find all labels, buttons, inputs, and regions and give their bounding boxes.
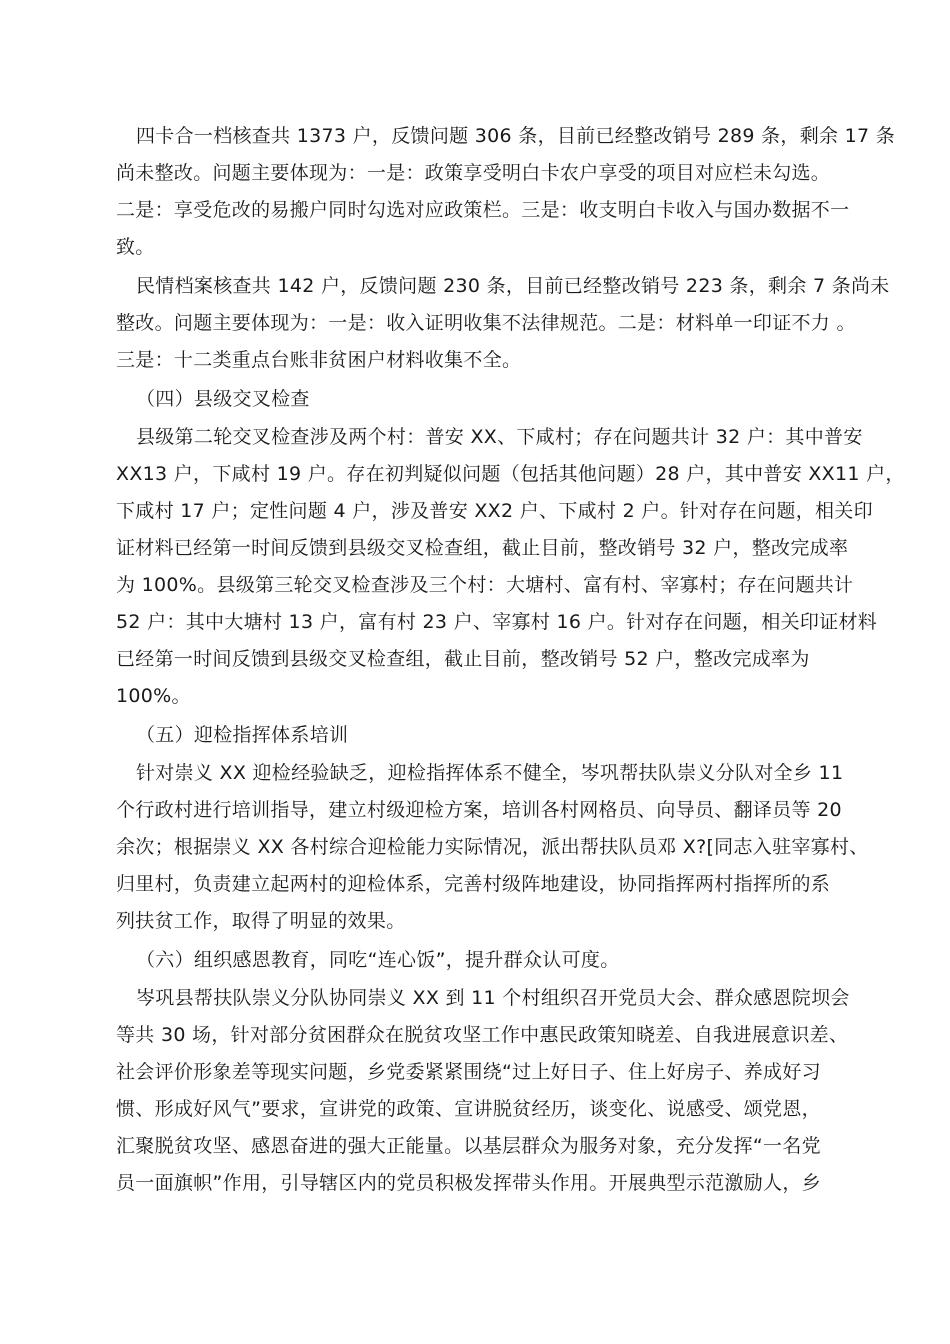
- paragraph-line: 归里村，负责建立起两村的迎检体系，完善村级阵地建设，协同指挥两村指挥所的系: [116, 873, 831, 895]
- paragraph-line: 列扶贫工作，取得了明显的效果。: [116, 910, 406, 932]
- section-heading: （四）县级交叉检查: [136, 388, 310, 410]
- paragraph-line: 致。: [116, 236, 155, 258]
- paragraph-line: 汇聚脱贫攻坚、感恩奋进的强大正能量。以基层群众为服务对象，充分发挥“一名党: [116, 1135, 821, 1157]
- paragraph-line: 社会评价形象差等现实问题，乡党委紧紧围绕“过上好日子、住上好房子、养成好习: [116, 1061, 821, 1083]
- section-heading: （六）组织感恩教育，同吃“连心饭”，提升群众认可度。: [136, 949, 620, 971]
- paragraph-line: 等共 30 场，针对部分贫困群众在脱贫攻坚工作中惠民政策知晓差、自我进展意识差、: [116, 1024, 849, 1046]
- paragraph-line: 100%。: [116, 685, 191, 707]
- paragraph-line: 二是：享受危改的易搬户同时勾选对应政策栏。三是：收支明白卡收入与国办数据不一: [116, 199, 850, 221]
- paragraph-line: 三是：十二类重点台账非贫困户材料收集不全。: [116, 349, 522, 371]
- section-heading: （五）迎检指挥体系培训: [136, 724, 349, 746]
- paragraph-line: 为 100%。县级第三轮交叉检查涉及三个村：大塘村、富有村、宰寡村；存在问题共计: [116, 574, 854, 596]
- paragraph-line: 惯、形成好风气”要求，宣讲党的政策、宣讲脱贫经历，谈变化、说感受、颂党恩，: [116, 1098, 821, 1120]
- paragraph-line: 余次；根据崇义 XX 各村综合迎检能力实际情况，派出帮扶队员邓 X?[同志入驻宰寡村、: [116, 836, 869, 858]
- paragraph-line: 尚未整改。问题主要体现为：一是：政策享受明白卡农户享受的项目对应栏未勾选。: [116, 162, 831, 184]
- paragraph-line: 县级第二轮交叉检查涉及两个村：普安 XX、下咸村；存在问题共计 32 户：其中普安: [136, 426, 863, 448]
- paragraph-line: 员一面旗帜”作用，引导辖区内的党员积极发挥带头作用。开展典型示范激励人，乡: [116, 1172, 821, 1194]
- paragraph-line: 四卡合一档核查共 1373 户，反馈问题 306 条，目前已经整改销号 289 条，剩余 17 条: [136, 125, 896, 147]
- paragraph-line: 个行政村进行培训指导，建立村级迎检方案，培训各村网格员、向导员、翻译员等 20: [116, 799, 842, 821]
- paragraph-line: 岑巩县帮扶队崇义分队协同崇义 XX 到 11 个村组织召开党员大会、群众感恩院坝会: [136, 987, 850, 1009]
- paragraph-line: 针对崇义 XX 迎检经验缺乏，迎检指挥体系不健全，岑巩帮扶队崇义分队对全乡 11: [136, 762, 844, 784]
- paragraph-line: 已经第一时间反馈到县级交叉检查组，截止目前，整改销号 52 户，整改完成率为: [116, 648, 810, 670]
- paragraph-line: XX13 户，下咸村 19 户。存在初判疑似问题（包括其他问题）28 户，其中普安 XX11 户，: [116, 463, 905, 485]
- paragraph-line: 民情档案核查共 142 户，反馈问题 230 条，目前已经整改销号 223 条，剩余 7 条尚未: [136, 275, 890, 297]
- paragraph-line: 52 户：其中大塘村 13 户，富有村 23 户、宰寡村 16 户。针对存在问题，相关印证材料: [116, 611, 878, 633]
- paragraph-line: 证材料已经第一时间反馈到县级交叉检查组，截止目前，整改销号 32 户，整改完成率: [116, 537, 849, 559]
- paragraph-line: 整改。问题主要体现为：一是：收入证明收集不法律规范。二是：材料单一印证不力 。: [116, 312, 856, 334]
- paragraph-line: 下咸村 17 户；定性问题 4 户，涉及普安 XX2 户、下咸村 2 户。针对存在问题，相关印: [116, 500, 873, 522]
